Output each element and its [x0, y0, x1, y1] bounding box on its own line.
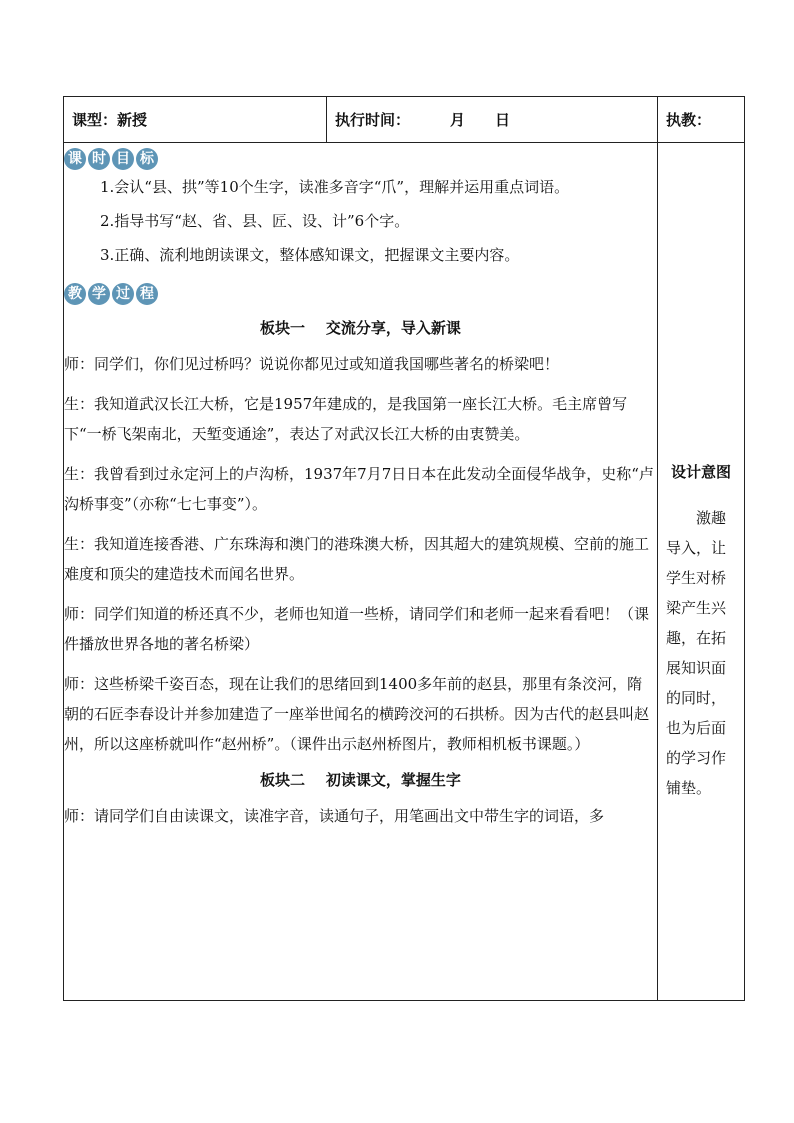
process-badge-char: 学 — [88, 283, 110, 305]
goals-badge-char: 时 — [88, 148, 110, 170]
exec-time — [327, 109, 657, 130]
exec-time-cell — [327, 97, 658, 143]
lesson-type: 课型：新授 — [72, 111, 148, 129]
dialogue-paragraph: 生：我知道连接香港、广东珠海和澳门的港珠澳大桥，因其超大的建筑规模、空前的施工难度和顶尖的建造技术而闻名世界。 — [64, 535, 650, 583]
header-row — [64, 97, 745, 143]
goals-badge-char: 标 — [136, 148, 158, 170]
dialogue-paragraph: 师：这些桥梁千姿百态，现在让我们的思绪回到1400多年前的赵县，那里有条洨河，隋朝的石匠李春设计并参加建造了一座举世闻名的横跨洨河的石拱桥。因为古代的赵县叫赵州，所以这座桥就叫作“赵州桥”。（课件出示赵州桥图片，教师相机板书课题。） — [64, 675, 650, 753]
goal-item: 2.指导书写“赵、省、县、匠、设、计”6个字。 — [100, 212, 410, 230]
process-badge-char: 程 — [136, 283, 158, 305]
main-content-cell — [64, 143, 658, 1001]
dialogue-paragraph: 师：同学们，你们见过桥吗？说说你都见过或知道我国哪些著名的桥梁吧！ — [64, 355, 560, 373]
day-label: 日 — [495, 111, 511, 129]
month-label: 月 — [450, 111, 466, 129]
dialogue-paragraph: 生：我曾看到过永定河上的卢沟桥，1937年7月7日日本在此发动全面侵华战争，史称“卢沟桥事变”（亦称“七七事变”）。 — [64, 465, 654, 513]
goals-badge — [64, 148, 158, 170]
block1-title: 板块一 交流分享，导入新课 — [260, 319, 461, 337]
dialogue-paragraph: 生：我知道武汉长江大桥，它是1957年建成的，是我国第一座长江大桥。毛主席曾写下“一桥飞架南北，天堑变通途”，表达了对武汉长江大桥的由衷赞美。 — [64, 395, 628, 443]
design-intent-title: 设计意图 — [670, 463, 731, 481]
design-intent-text: 激趣导入，让学生对桥梁产生兴趣，在拓展知识面的同时，也为后面的学习作铺垫。 — [666, 509, 727, 797]
goal-item: 3.正确、流利地朗读课文，整体感知课文，把握课文主要内容。 — [100, 246, 520, 264]
teacher-cell — [658, 97, 745, 143]
lesson-plan-table — [63, 96, 745, 1001]
dialogue-paragraph: 师：同学们知道的桥还真不少，老师也知道一些桥，请同学们和老师一起来看看吧！（课件播放世界各地的著名桥梁） — [64, 605, 650, 653]
process-badge-char: 教 — [64, 283, 86, 305]
exec-time-label: 执行时间： — [335, 111, 411, 129]
design-intent-cell — [658, 143, 745, 1001]
goal-item: 1.会认“县、拱”等10个生字，读准多音字“爪”，理解并运用重点词语。 — [100, 178, 570, 196]
body-row — [64, 143, 745, 1001]
process-badge — [64, 283, 158, 305]
block2-title: 板块二 初读课文，掌握生字 — [260, 771, 461, 789]
goals-badge-char: 目 — [112, 148, 134, 170]
goals-badge-char: 课 — [64, 148, 86, 170]
process-badge-char: 过 — [112, 283, 134, 305]
dialogue-paragraph: 师：请同学们自由读课文，读准字音，读通句子，用笔画出文中带生字的词语，多 — [64, 807, 605, 825]
teacher-label: 执教： — [666, 111, 712, 129]
lesson-type-cell — [64, 97, 327, 143]
